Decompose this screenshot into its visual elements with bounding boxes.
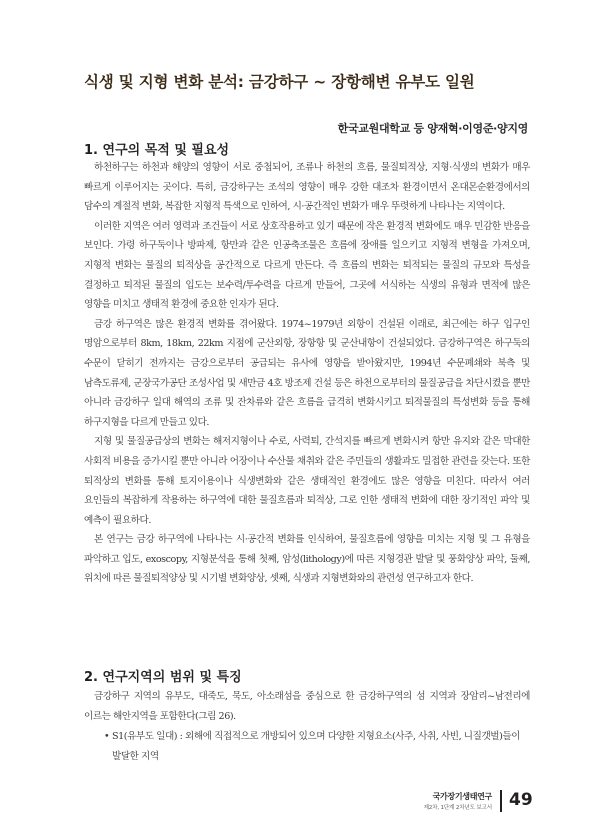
section-2-body bbox=[84, 687, 530, 726]
paragraph: 금강 하구역은 많은 환경적 변화를 겪어왔다. 1974~1979년 외항이 건설된 이래로, 최근에는 하구 입구인 명암으로부터 8km, 18km, 22km 지점에 군산외항, 장항항 및 군산내항이 건설되었다. 금강하구역은 하구둑의 수문이 닫히기 전까지는 금강으로부터 공급되는 유사에 영향을 받아왔지만, 1994년 수문폐쇄와 북측 및 남측도류제, 군장국가공단 조성사업 및 새만금 4호 방조제 건설 등은 하천으로부터의 물질공급을 차단시켰을 뿐만 아니라 금강하구 일대 해역의 조류 및 잔차류와 같은 흐름을 급격히 변화시키고 퇴적물질의 특성변화 등을 통해 하구지형을 다르게 만들고 있다. bbox=[84, 318, 530, 428]
footer-publication-title: 국가장기생태연구 bbox=[432, 792, 492, 801]
paragraph: 이러한 지역은 여러 영력과 조건들이 서로 상호작용하고 있기 때문에 작은 환경적 변화에도 매우 민감한 반응을 보인다. 가령 하구둑이나 방파제, 항만과 같은 인공축조물은 흐름에 장애를 일으키고 지형적 변형을 가져오며, 지형적 변화는 물질의 퇴적상을 공간적으로 다르게 만든다. 즉 흐름의 변화는 퇴적되는 물질의 규모와 특성을 결정하고 퇴적된 물질의 입도는 보수력/투수력을 다르게 만들어, 그곳에 서식하는 식생의 유형과 면적에 많은 영향을 미치고 생태적 환경에 중요한 인자가 된다. bbox=[84, 220, 530, 311]
footer-publication-subtitle: 제2차, 1단계 2차년도 보고서 bbox=[423, 805, 492, 811]
report-title: 식생 및 지형 변화 분석: 금강하구 ~ 장항해변 유부도 일원 bbox=[84, 73, 475, 91]
section-heading-2: 2. 연구지역의 범위 및 특징 bbox=[84, 670, 242, 685]
bullet-list bbox=[84, 727, 530, 766]
list-item-text: S1(유부도 일대) : 외해에 직접적으로 개방되어 있으며 다양한 지형요소(사주, 사취, 사빈, 니질갯벌)들이 발달한 지역 bbox=[112, 731, 521, 762]
paragraph: 금강하구 지역의 유부도, 대죽도, 묵도, 아소래섬을 중심으로 한 금강하구역의 섬 지역과 장암리~남전리에 이르는 해안지역을 포함한다(그림 26). bbox=[84, 691, 530, 722]
paragraph: 지형 및 물질공급상의 변화는 해저지형이나 수로, 사력퇴, 간석지를 빠르게 변화시켜 항만 유지와 같은 막대한 사회적 비용을 증가시킬 뿐만 아니라 어장이나 수산물 채취와 같은 주민들의 생활과도 밀접한 관련을 갖는다. 또한 퇴적상의 변화를 통해 토지이용이나 식생변화와 같은 생태적인 환경에도 많은 영향을 미친다. 따라서 여러 요인들의 복잡하게 작용하는 하구역에 대한 물질흐름과 퇴적상, 그로 인한 생태적 변화에 대한 장기적인 파악 및 예측이 필요하다. bbox=[84, 436, 530, 526]
bullet-marker: • bbox=[104, 731, 110, 742]
footer-divider bbox=[500, 790, 502, 812]
section-heading-1: 1. 연구의 목적 및 필요성 bbox=[84, 143, 230, 158]
author-line: 한국교원대학교 등 양재혁·이영준·양지영 bbox=[337, 122, 528, 135]
list-item bbox=[84, 727, 530, 766]
page-number: 49 bbox=[509, 790, 533, 810]
section-1-body bbox=[84, 158, 530, 589]
paragraph: 본 연구는 금강 하구역에 나타나는 시·공간적 변화를 인식하여, 물질흐름에 영향을 미치는 지형 및 그 유형을 파악하고 입도, exoscopy, 지형분석을 통해 첫째, 암성(lithology)에 따른 지형경관 발달 및 풍화양상 파악, 둘째, 위치에 따른 물질퇴적양상 및 시기별 변화양상, 셋째, 식생과 지형변화와의 관련성 연구하고자 한다. bbox=[84, 534, 530, 585]
paragraph: 하천하구는 하천과 해양의 영향이 서로 중첩되어, 조류나 하천의 흐름, 물질퇴적상, 지형·식생의 변화가 매우 빠르게 이루어지는 곳이다. 특히, 금강하구는 조석의 영향이 매우 강한 대조차 환경이면서 온대몬순환경에서의 담수의 계절적 변화, 복잡한 지형적 특색으로 인하여, 시·공간적인 변화가 매우 뚜렷하게 나타나는 지역이다. bbox=[84, 162, 530, 213]
